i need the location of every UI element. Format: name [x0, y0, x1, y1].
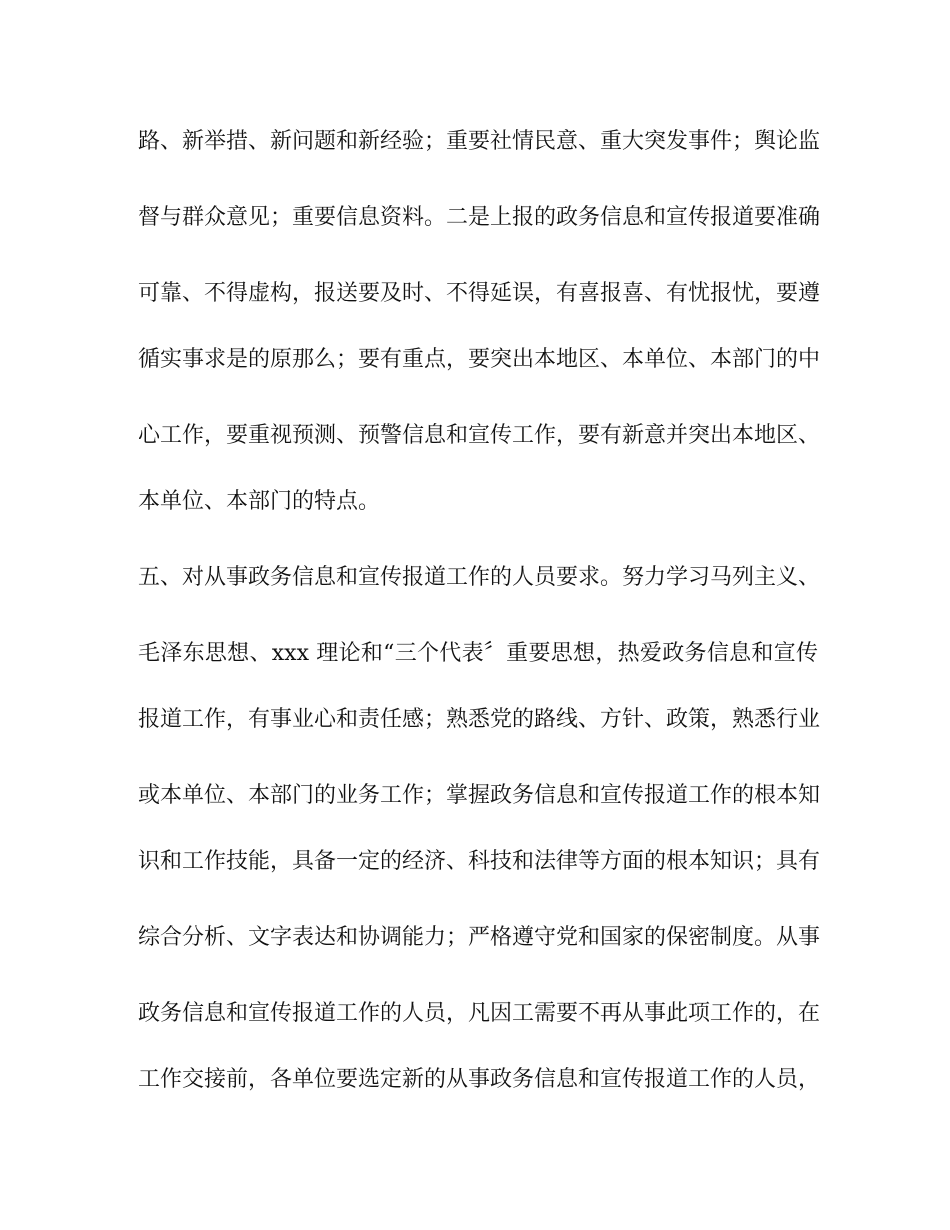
text-line: 可靠、不得虚构，报送要及时、不得延误，有喜报喜、有忧报忧，要遵 — [138, 281, 821, 306]
text-line: 报道工作，有事业心和责任感；熟悉党的路线、方针、政策，熟悉行业 — [138, 707, 821, 732]
text-line: 毛泽东思想、xxx 理论和“三个代表〞重要思想，热爱政务信息和宣传 — [138, 641, 818, 666]
text-line: 循实事求是的原那么；要有重点，要突出本地区、本单位、本部门的中 — [138, 347, 821, 372]
text-line: 路、新举措、新问题和新经验；重要社情民意、重大突发事件；舆论监 — [138, 129, 821, 154]
text-line: 心工作，要重视预测、预警信息和宣传工作，要有新意并突出本地区、 — [138, 423, 821, 448]
text-line: 综合分析、文字表达和协调能力；严格遵守党和国家的保密制度。从事 — [138, 925, 821, 950]
text-line: 工作交接前，各单位要选定新的从事政务信息和宣传报道工作的人员， — [138, 1067, 821, 1092]
text-line: 本单位、本部门的特点。 — [138, 489, 381, 514]
text-line: 政务信息和宣传报道工作的人员，凡因工需要不再从事此项工作的，在 — [138, 1001, 821, 1026]
text-line: 督与群众意见；重要信息资料。二是上报的政务信息和宣传报道要准确 — [138, 205, 821, 230]
text-line: 识和工作技能，具备一定的经济、科技和法律等方面的根本知识；具有 — [138, 849, 821, 874]
text-line: 或本单位、本部门的业务工作；掌握政务信息和宣传报道工作的根本知 — [138, 783, 821, 808]
text-line: 五、对从事政务信息和宣传报道工作的人员要求。努力学习马列主义、 — [138, 565, 821, 590]
